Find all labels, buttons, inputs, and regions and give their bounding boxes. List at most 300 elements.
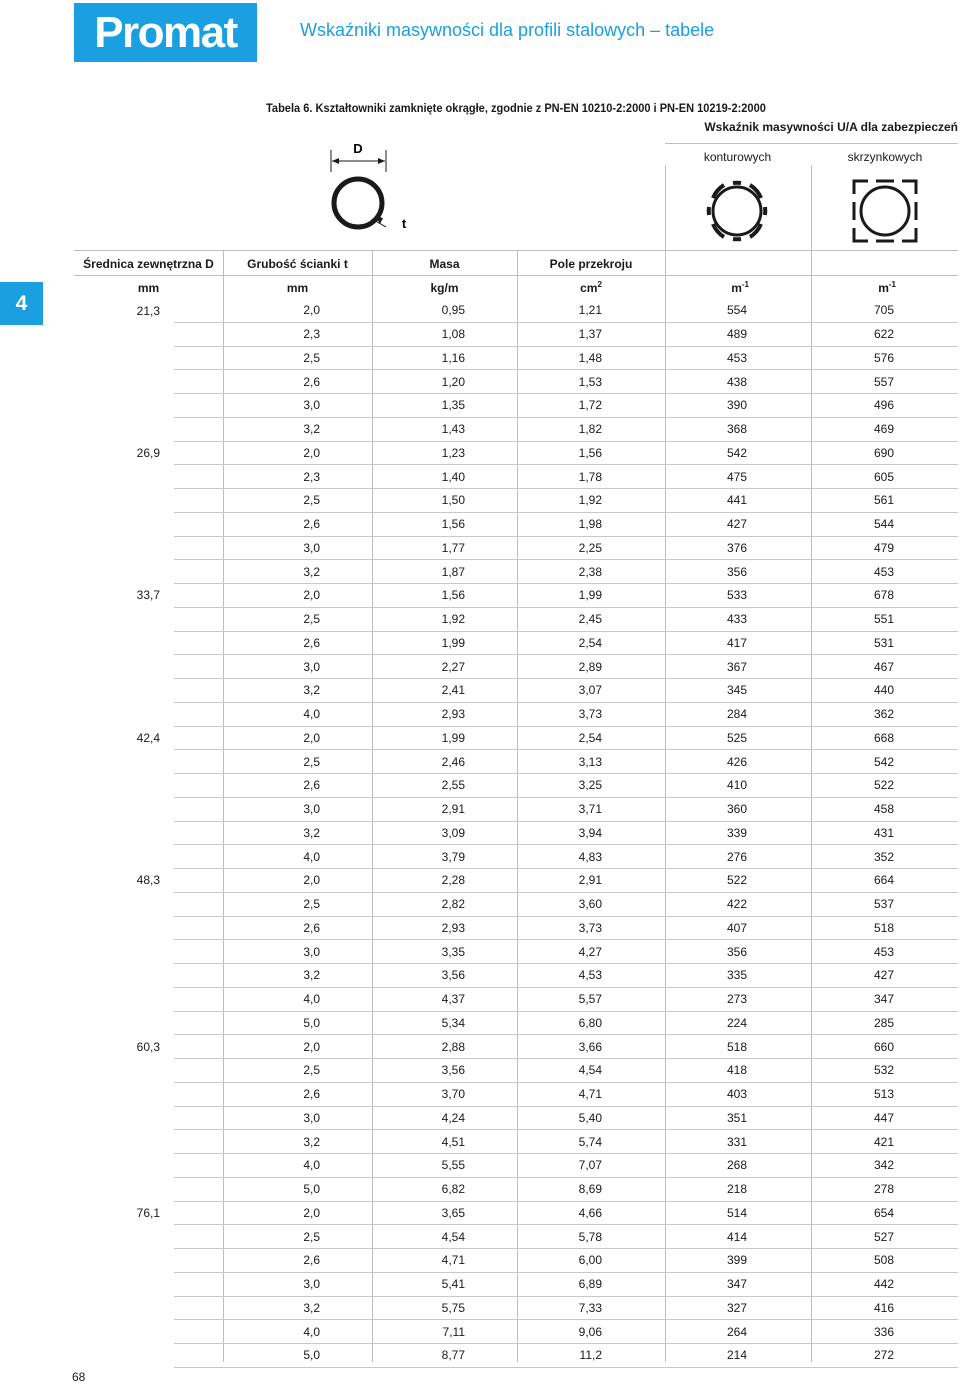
cell-mass: 8,77 [372, 1344, 517, 1368]
cell-diameter [74, 536, 174, 560]
cell-mass: 5,34 [372, 1011, 517, 1035]
unit-area-base: cm [580, 281, 598, 295]
cell-ua-konturowych: 276 [665, 845, 811, 869]
cell-mass: 1,40 [372, 465, 517, 489]
cell-diameter [74, 394, 174, 418]
table-row [74, 536, 958, 560]
page-title: Wskaźniki masywności dla profili stalowych – tabele [300, 20, 715, 40]
cell-mass: 7,11 [372, 1320, 517, 1344]
cell-area: 6,00 [517, 1249, 665, 1273]
table-row [74, 655, 958, 679]
cell-thickness: 3,0 [174, 655, 372, 679]
chapter-tab-marker: 4 [0, 282, 43, 325]
cell-area: 8,69 [517, 1177, 665, 1201]
cell-thickness: 4,0 [174, 1320, 372, 1344]
cell-ua-konturowych: 489 [665, 322, 811, 346]
cell-thickness: 5,0 [174, 1344, 372, 1368]
cell-thickness: 2,5 [174, 489, 372, 513]
cell-mass: 3,56 [372, 964, 517, 988]
unit-konturowych-base: m [731, 281, 742, 295]
cell-ua-skrzynkowych: 522 [811, 774, 958, 798]
cell-area: 7,33 [517, 1296, 665, 1320]
table-row [74, 1201, 958, 1225]
cell-ua-skrzynkowych: 557 [811, 370, 958, 394]
cell-diameter [74, 1272, 174, 1296]
cell-ua-konturowych: 410 [665, 774, 811, 798]
cell-area: 2,54 [517, 726, 665, 750]
cell-diameter [74, 465, 174, 489]
cell-thickness: 2,0 [174, 299, 372, 322]
cell-area: 1,92 [517, 489, 665, 513]
cell-mass: 1,92 [372, 607, 517, 631]
cell-ua-konturowych: 418 [665, 1059, 811, 1083]
cell-ua-konturowych: 360 [665, 797, 811, 821]
table-row [74, 584, 958, 608]
cell-diameter [74, 607, 174, 631]
cell-thickness: 2,0 [174, 1201, 372, 1225]
cell-diameter [74, 1106, 174, 1130]
cell-thickness: 3,0 [174, 1106, 372, 1130]
cell-diameter [74, 655, 174, 679]
cell-ua-skrzynkowych: 416 [811, 1296, 958, 1320]
table-row [74, 821, 958, 845]
cell-area: 3,25 [517, 774, 665, 798]
cell-diameter: 33,7 [136, 588, 160, 603]
cell-ua-skrzynkowych: 447 [811, 1106, 958, 1130]
cell-mass: 2,46 [372, 750, 517, 774]
table-row [74, 631, 958, 655]
cell-ua-skrzynkowych: 544 [811, 512, 958, 536]
table-row [74, 1011, 958, 1035]
table-row [74, 607, 958, 631]
cell-thickness: 3,2 [174, 964, 372, 988]
cell-area: 2,25 [517, 536, 665, 560]
header-bottom-rule [74, 275, 958, 276]
cell-diameter [74, 417, 174, 441]
cell-ua-skrzynkowych: 342 [811, 1154, 958, 1178]
cell-mass: 2,91 [372, 797, 517, 821]
cell-thickness: 2,5 [174, 607, 372, 631]
box-protection-icon [850, 178, 920, 244]
cell-ua-skrzynkowych: 664 [811, 869, 958, 893]
cell-diameter [74, 892, 174, 916]
cell-diameter [74, 964, 174, 988]
cell-mass: 2,88 [372, 1035, 517, 1059]
unit-thickness: mm [286, 281, 309, 295]
column-skrzynkowych-label: skrzynkowych [847, 150, 923, 164]
cell-area: 2,89 [517, 655, 665, 679]
cell-mass: 2,93 [372, 702, 517, 726]
table-body [74, 299, 958, 1367]
cell-mass: 2,82 [372, 892, 517, 916]
table-row [74, 1225, 958, 1249]
cell-mass: 1,35 [372, 394, 517, 418]
contour-protection-icon [702, 178, 772, 244]
table-caption: Tabela 6. Kształtowniki zamknięte okrągłe, zgodnie z PN-EN 10210-2:2000 i PN-EN 10219-2:2000 [266, 101, 766, 115]
cell-diameter [74, 1225, 174, 1249]
cell-ua-konturowych: 218 [665, 1177, 811, 1201]
cell-area: 6,80 [517, 1011, 665, 1035]
cell-ua-skrzynkowych: 496 [811, 394, 958, 418]
cell-diameter: 21,3 [136, 303, 160, 318]
cell-mass: 1,43 [372, 417, 517, 441]
cell-area: 4,27 [517, 940, 665, 964]
cell-ua-skrzynkowych: 561 [811, 489, 958, 513]
cell-area: 3,60 [517, 892, 665, 916]
cell-ua-skrzynkowych: 527 [811, 1225, 958, 1249]
cell-thickness: 2,5 [174, 892, 372, 916]
header-mass: Masa [429, 257, 460, 271]
cell-mass: 1,16 [372, 346, 517, 370]
cell-diameter [74, 845, 174, 869]
ua-header: Wskaźnik masywności U/A dla zabezpieczeń [704, 120, 958, 134]
cell-ua-konturowych: 441 [665, 489, 811, 513]
cell-ua-konturowych: 376 [665, 536, 811, 560]
cell-ua-skrzynkowych: 352 [811, 845, 958, 869]
table-row [74, 394, 958, 418]
table-row [74, 892, 958, 916]
cell-thickness: 2,5 [174, 346, 372, 370]
unit-konturowych [665, 281, 811, 295]
cell-ua-skrzynkowych: 453 [811, 560, 958, 584]
cell-thickness: 2,5 [174, 1225, 372, 1249]
cell-ua-konturowych: 475 [665, 465, 811, 489]
promat-logo: Promat [74, 3, 257, 62]
unit-skrzynkowych-exponent: -1 [888, 280, 896, 289]
cell-area: 3,66 [517, 1035, 665, 1059]
table-row [74, 346, 958, 370]
header-diameter: Średnica zewnętrzna D [83, 257, 214, 271]
cell-area: 7,07 [517, 1154, 665, 1178]
cell-thickness: 4,0 [174, 845, 372, 869]
cell-diameter [74, 821, 174, 845]
cell-thickness: 3,2 [174, 1130, 372, 1154]
cell-diameter: 26,9 [136, 445, 160, 460]
cell-ua-skrzynkowych: 532 [811, 1059, 958, 1083]
cell-thickness: 4,0 [174, 702, 372, 726]
cell-diameter [74, 916, 174, 940]
cell-area: 1,48 [517, 346, 665, 370]
unit-area [517, 281, 665, 295]
cell-area: 11,2 [517, 1344, 665, 1368]
cell-mass: 1,87 [372, 560, 517, 584]
cell-area: 5,78 [517, 1225, 665, 1249]
cell-thickness: 2,6 [174, 512, 372, 536]
cell-area: 2,38 [517, 560, 665, 584]
cell-thickness: 5,0 [174, 1011, 372, 1035]
cell-ua-konturowych: 433 [665, 607, 811, 631]
cell-ua-konturowych: 331 [665, 1130, 811, 1154]
cell-area: 3,71 [517, 797, 665, 821]
cell-diameter: 60,3 [136, 1039, 160, 1054]
cell-thickness: 3,2 [174, 679, 372, 703]
cell-diameter [74, 322, 174, 346]
cell-area: 1,72 [517, 394, 665, 418]
cell-mass: 1,20 [372, 370, 517, 394]
cell-thickness: 2,0 [174, 726, 372, 750]
table-row [74, 512, 958, 536]
cell-mass: 4,54 [372, 1225, 517, 1249]
cell-ua-konturowych: 335 [665, 964, 811, 988]
cell-ua-konturowych: 403 [665, 1082, 811, 1106]
cell-thickness: 3,2 [174, 821, 372, 845]
table-row [74, 560, 958, 584]
cell-thickness: 2,0 [174, 441, 372, 465]
cell-mass: 1,23 [372, 441, 517, 465]
cell-diameter [74, 1154, 174, 1178]
table-row [74, 987, 958, 1011]
cell-diameter [74, 489, 174, 513]
cell-diameter [74, 370, 174, 394]
cell-area: 1,78 [517, 465, 665, 489]
table-row [74, 1130, 958, 1154]
cell-diameter [74, 797, 174, 821]
cell-area: 1,53 [517, 370, 665, 394]
cell-mass: 1,56 [372, 584, 517, 608]
cell-ua-skrzynkowych: 453 [811, 940, 958, 964]
cell-ua-konturowych: 533 [665, 584, 811, 608]
cell-mass: 4,71 [372, 1249, 517, 1273]
table-row [74, 869, 958, 893]
cell-area: 4,71 [517, 1082, 665, 1106]
cell-thickness: 2,5 [174, 750, 372, 774]
cell-ua-konturowych: 522 [665, 869, 811, 893]
table-row [74, 1344, 958, 1368]
unit-konturowych-exponent: -1 [741, 280, 749, 289]
header-top-rule [74, 250, 958, 251]
table-row [74, 916, 958, 940]
cell-ua-skrzynkowych: 442 [811, 1272, 958, 1296]
cell-diameter: 76,1 [136, 1205, 160, 1220]
table-row [74, 679, 958, 703]
cell-ua-konturowych: 427 [665, 512, 811, 536]
cell-ua-konturowych: 542 [665, 441, 811, 465]
cell-ua-skrzynkowych: 531 [811, 631, 958, 655]
cell-ua-konturowych: 438 [665, 370, 811, 394]
cell-ua-konturowych: 367 [665, 655, 811, 679]
cell-mass: 1,99 [372, 726, 517, 750]
cell-ua-skrzynkowych: 285 [811, 1011, 958, 1035]
cell-area: 3,94 [517, 821, 665, 845]
cell-ua-skrzynkowych: 690 [811, 441, 958, 465]
cell-area: 3,13 [517, 750, 665, 774]
cell-mass: 3,79 [372, 845, 517, 869]
cell-area: 4,53 [517, 964, 665, 988]
cell-diameter [74, 750, 174, 774]
cell-ua-konturowych: 407 [665, 916, 811, 940]
table-row [74, 1320, 958, 1344]
cell-thickness: 2,3 [174, 322, 372, 346]
cell-ua-skrzynkowych: 278 [811, 1177, 958, 1201]
table-row [74, 1059, 958, 1083]
cell-area: 4,66 [517, 1201, 665, 1225]
cell-area: 2,45 [517, 607, 665, 631]
cell-ua-konturowych: 518 [665, 1035, 811, 1059]
cell-area: 3,73 [517, 916, 665, 940]
cell-mass: 3,65 [372, 1201, 517, 1225]
cell-ua-skrzynkowych: 272 [811, 1344, 958, 1368]
cell-ua-konturowych: 417 [665, 631, 811, 655]
cell-area: 5,57 [517, 987, 665, 1011]
table-row [74, 299, 958, 322]
cell-ua-skrzynkowych: 440 [811, 679, 958, 703]
table-row [74, 1154, 958, 1178]
cell-thickness: 2,6 [174, 916, 372, 940]
cell-ua-skrzynkowych: 622 [811, 322, 958, 346]
divider [811, 165, 812, 251]
cell-thickness: 3,2 [174, 417, 372, 441]
cell-area: 3,73 [517, 702, 665, 726]
cell-area: 2,91 [517, 869, 665, 893]
cell-mass: 5,41 [372, 1272, 517, 1296]
cell-mass: 3,35 [372, 940, 517, 964]
cell-mass: 2,55 [372, 774, 517, 798]
cell-area: 1,56 [517, 441, 665, 465]
cell-mass: 3,09 [372, 821, 517, 845]
cell-mass: 1,99 [372, 631, 517, 655]
cell-area: 4,83 [517, 845, 665, 869]
cell-thickness: 2,0 [174, 1035, 372, 1059]
cell-mass: 5,55 [372, 1154, 517, 1178]
page-number: 68 [72, 1370, 86, 1384]
table-row [74, 1272, 958, 1296]
cell-ua-skrzynkowych: 479 [811, 536, 958, 560]
cell-ua-konturowych: 264 [665, 1320, 811, 1344]
cell-thickness: 2,6 [174, 774, 372, 798]
cell-mass: 1,77 [372, 536, 517, 560]
table-row [74, 1296, 958, 1320]
cell-mass: 4,51 [372, 1130, 517, 1154]
cell-ua-skrzynkowych: 542 [811, 750, 958, 774]
cell-ua-konturowych: 224 [665, 1011, 811, 1035]
cell-diameter [74, 1320, 174, 1344]
cell-thickness: 4,0 [174, 1154, 372, 1178]
section-factor-table [74, 299, 958, 1368]
cell-ua-konturowych: 368 [665, 417, 811, 441]
cell-ua-skrzynkowych: 362 [811, 702, 958, 726]
cell-ua-skrzynkowych: 605 [811, 465, 958, 489]
cell-ua-skrzynkowych: 431 [811, 821, 958, 845]
cell-ua-skrzynkowych: 551 [811, 607, 958, 631]
diagram-label-d: D [353, 141, 363, 156]
cell-area: 3,07 [517, 679, 665, 703]
cell-ua-konturowych: 426 [665, 750, 811, 774]
table-row [74, 940, 958, 964]
cell-ua-konturowych: 273 [665, 987, 811, 1011]
cell-diameter: 48,3 [136, 873, 160, 888]
cell-area: 9,06 [517, 1320, 665, 1344]
cell-ua-skrzynkowych: 576 [811, 346, 958, 370]
cell-ua-konturowych: 554 [665, 299, 811, 322]
table-row [74, 774, 958, 798]
cell-diameter [74, 1011, 174, 1035]
cell-ua-konturowych: 525 [665, 726, 811, 750]
cell-mass: 6,82 [372, 1177, 517, 1201]
cell-ua-skrzynkowych: 678 [811, 584, 958, 608]
cell-diameter [74, 702, 174, 726]
table-row [74, 322, 958, 346]
header-cross-section: Pole przekroju [549, 257, 633, 271]
table-row [74, 797, 958, 821]
cell-ua-konturowych: 422 [665, 892, 811, 916]
cell-diameter [74, 1296, 174, 1320]
cell-diameter [74, 987, 174, 1011]
cell-ua-skrzynkowych: 513 [811, 1082, 958, 1106]
cell-diameter [74, 512, 174, 536]
table-row [74, 702, 958, 726]
cell-thickness: 2,6 [174, 1249, 372, 1273]
cell-ua-konturowych: 390 [665, 394, 811, 418]
cell-area: 1,82 [517, 417, 665, 441]
cell-thickness: 2,6 [174, 370, 372, 394]
cell-thickness: 5,0 [174, 1177, 372, 1201]
diagram-label-t: t [401, 216, 407, 231]
divider [665, 165, 666, 251]
cell-area: 1,99 [517, 584, 665, 608]
cell-diameter [74, 560, 174, 584]
ua-header-rule [665, 143, 958, 144]
cell-diameter [74, 346, 174, 370]
cell-area: 5,74 [517, 1130, 665, 1154]
cell-mass: 5,75 [372, 1296, 517, 1320]
unit-area-exponent: 2 [597, 280, 602, 289]
cell-ua-skrzynkowych: 705 [811, 299, 958, 322]
cell-ua-skrzynkowych: 508 [811, 1249, 958, 1273]
cell-thickness: 2,5 [174, 1059, 372, 1083]
cell-thickness: 3,0 [174, 940, 372, 964]
cell-ua-skrzynkowych: 469 [811, 417, 958, 441]
header-wall-thickness: Grubość ścianki t [247, 257, 348, 271]
cell-diameter: 42,4 [136, 730, 160, 745]
cell-ua-konturowych: 399 [665, 1249, 811, 1273]
cell-ua-konturowych: 268 [665, 1154, 811, 1178]
unit-diameter: mm [137, 281, 160, 295]
cell-diameter [74, 679, 174, 703]
table-row [74, 750, 958, 774]
cell-diameter [74, 774, 174, 798]
cell-thickness: 2,0 [174, 869, 372, 893]
table-row [74, 1035, 958, 1059]
cell-thickness: 4,0 [174, 987, 372, 1011]
cell-diameter [74, 1082, 174, 1106]
table-row [74, 1082, 958, 1106]
cell-diameter [74, 1249, 174, 1273]
cell-thickness: 2,6 [174, 1082, 372, 1106]
cell-thickness: 2,3 [174, 465, 372, 489]
cell-mass: 4,37 [372, 987, 517, 1011]
cell-diameter [74, 1059, 174, 1083]
cell-thickness: 3,0 [174, 797, 372, 821]
cell-ua-konturowych: 327 [665, 1296, 811, 1320]
cell-ua-skrzynkowych: 421 [811, 1130, 958, 1154]
cell-thickness: 2,6 [174, 631, 372, 655]
cell-ua-konturowych: 356 [665, 940, 811, 964]
cell-ua-konturowych: 356 [665, 560, 811, 584]
table-row [74, 1177, 958, 1201]
cell-ua-skrzynkowych: 427 [811, 964, 958, 988]
cell-diameter [74, 631, 174, 655]
cell-thickness: 2,0 [174, 584, 372, 608]
table-row [74, 1106, 958, 1130]
table-row [74, 465, 958, 489]
cell-mass: 1,56 [372, 512, 517, 536]
circular-section-diagram [324, 136, 424, 236]
cell-ua-skrzynkowych: 458 [811, 797, 958, 821]
unit-skrzynkowych-base: m [878, 281, 889, 295]
table-row [74, 1249, 958, 1273]
cell-thickness: 3,0 [174, 394, 372, 418]
table-row [74, 964, 958, 988]
